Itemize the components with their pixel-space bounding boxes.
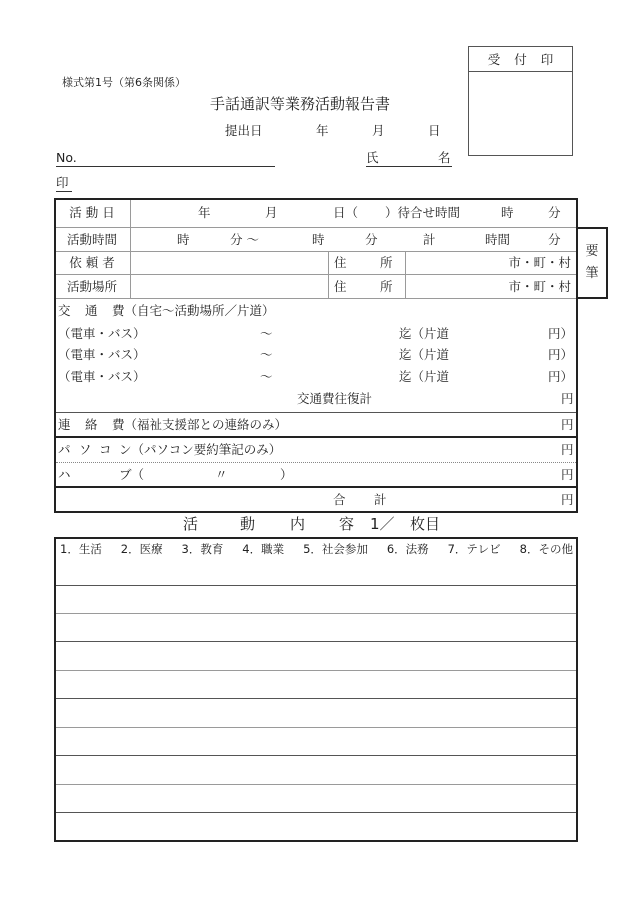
receipt-stamp-header (469, 47, 572, 72)
row-divider (56, 227, 576, 228)
content-heading-char: 内 (290, 515, 306, 533)
receipt-char: 受 (487, 52, 501, 67)
wait-time-hour[interactable]: 時 (501, 205, 514, 220)
name-label-char-2: 名 (438, 150, 451, 165)
transport-fare-yen[interactable]: 円） (547, 326, 573, 341)
requester-label: 依 頼 者 (69, 255, 115, 270)
grand-total-char-2: 計 (374, 492, 387, 507)
total-time-label: 計 (423, 232, 436, 247)
column-divider (130, 200, 131, 298)
category-item[interactable]: 4．職業 (242, 542, 285, 556)
document-title: 手話通訳等業務活動報告書 (210, 95, 391, 113)
number-field[interactable] (56, 166, 275, 167)
activity-location-field[interactable] (132, 276, 326, 296)
transport-heading-char-1: 交 (58, 303, 71, 318)
content-line[interactable] (56, 784, 576, 785)
contact-fee-char-2: 絡 (85, 417, 98, 432)
activity-date-year[interactable]: 年 (198, 205, 211, 220)
category-item[interactable]: 3．教育 (181, 542, 224, 556)
row-divider (56, 412, 576, 413)
hub-fee-ditto: 〃 (215, 467, 228, 482)
summary-writing-char-2: 筆 (585, 266, 599, 281)
summary-writing-box (576, 227, 608, 299)
transport-range: ～ (260, 369, 273, 384)
contact-fee-yen[interactable]: 円 (561, 417, 574, 432)
requester-address-char-1: 住 (334, 255, 347, 270)
name-field[interactable] (366, 166, 452, 167)
transport-until: 迄（片道 (399, 369, 450, 384)
grand-total-char-1: 合 (333, 492, 346, 507)
submission-year-unit: 年 (316, 123, 329, 138)
total-minutes[interactable]: 分 (548, 232, 561, 247)
category-list (60, 542, 573, 556)
page-count-label: 枚目 (410, 515, 441, 533)
content-line[interactable] (56, 585, 576, 586)
pc-fee-rest: ン（パソコン要約筆記のみ） (119, 442, 282, 457)
pc-fee-yen[interactable]: 円 (561, 442, 574, 457)
receipt-stamp-box (468, 46, 573, 156)
summary-writing-char-1: 要 (585, 244, 599, 259)
number-label: No. (56, 150, 77, 165)
end-minute[interactable]: 分 (365, 232, 378, 247)
content-heading-char: 活 (183, 515, 199, 533)
content-line[interactable] (56, 613, 576, 614)
submission-date-label: 提出日 (225, 123, 263, 138)
category-item[interactable]: 1．生活 (60, 542, 102, 556)
content-heading-char: 動 (240, 515, 256, 533)
hub-fee-char-2: ブ（ (119, 467, 145, 482)
transport-until: 迄（片道 (399, 347, 450, 362)
row-divider (56, 486, 576, 488)
submission-day-unit: 日 (428, 123, 441, 138)
column-divider (405, 251, 406, 298)
form-number: 様式第1号（第6条関係） (62, 76, 186, 89)
activity-date-month[interactable]: 月 (265, 205, 278, 220)
category-item[interactable]: 7．テレビ (447, 542, 501, 556)
transport-round-trip-total-label: 交通費往復計 (297, 391, 373, 406)
seal-label: 印 (56, 175, 69, 190)
grand-total-yen[interactable]: 円 (561, 492, 574, 507)
start-hour[interactable]: 時 (177, 232, 190, 247)
category-item[interactable]: 6．法務 (386, 542, 429, 556)
activity-date-day[interactable]: 日（ (333, 205, 359, 220)
pc-fee-char-1: パ (58, 442, 71, 457)
transport-heading-rest: 費（自宅～活動場所／片道） (112, 303, 275, 318)
transport-range: ～ (260, 347, 273, 362)
contact-fee-char-1: 連 (58, 417, 71, 432)
page-number: 1／ (370, 515, 395, 533)
content-line[interactable] (56, 812, 576, 813)
transport-round-trip-total-yen[interactable]: 円 (561, 391, 574, 406)
activity-date-label: 活 動 日 (69, 205, 115, 220)
location-address-char-2: 所 (380, 279, 393, 294)
wait-time-label: ）待合せ時間 (385, 205, 461, 220)
content-heading-char: 容 (339, 515, 355, 533)
receipt-stamp-area[interactable] (469, 72, 572, 155)
pc-fee-char-2: ソ (79, 442, 92, 457)
category-item[interactable]: 5．社会参加 (303, 542, 368, 556)
content-line[interactable] (56, 641, 576, 642)
location-municipality[interactable]: 市・町・村 (508, 279, 571, 294)
seal-underline (56, 191, 72, 192)
requester-address-char-2: 所 (380, 255, 393, 270)
hub-fee-close: ） (280, 467, 293, 482)
activity-time-label: 活動時間 (66, 232, 117, 247)
contact-fee-rest: 費（福祉支援部との連絡のみ） (112, 417, 288, 432)
transport-fare-yen[interactable]: 円） (547, 369, 573, 384)
hub-fee-char-1: ハ (58, 467, 71, 482)
submission-month-unit: 月 (372, 123, 385, 138)
location-address-char-1: 住 (334, 279, 347, 294)
pc-fee-char-3: コ (99, 442, 112, 457)
activity-content-box (54, 537, 578, 842)
hub-fee-yen[interactable]: 円 (561, 467, 574, 482)
activity-location-label: 活動場所 (66, 279, 117, 294)
requester-field[interactable] (132, 252, 326, 272)
content-line[interactable] (56, 670, 576, 671)
transport-mode: （電車・バス） (58, 347, 146, 362)
category-item[interactable]: 2．医療 (120, 542, 163, 556)
row-divider (56, 298, 576, 299)
content-line[interactable] (56, 755, 576, 756)
row-divider (56, 274, 576, 275)
transport-heading-char-2: 通 (85, 303, 98, 318)
transport-range: ～ (260, 326, 273, 341)
content-line[interactable] (56, 727, 576, 728)
end-hour[interactable]: 時 (312, 232, 325, 247)
start-minute[interactable]: 分 ～ (230, 232, 259, 247)
category-item[interactable]: 8．その他 (519, 542, 573, 556)
transport-mode: （電車・バス） (58, 369, 146, 384)
receipt-char: 付 (514, 52, 527, 67)
requester-municipality[interactable]: 市・町・村 (508, 255, 571, 270)
transport-until: 迄（片道 (399, 326, 450, 341)
content-line[interactable] (56, 698, 576, 699)
row-divider (56, 436, 576, 438)
transport-fare-yen[interactable]: 円） (547, 347, 573, 362)
transport-mode: （電車・バス） (58, 326, 146, 341)
row-divider (56, 462, 576, 463)
total-hours[interactable]: 時間 (485, 232, 511, 247)
wait-time-minute[interactable]: 分 (548, 205, 561, 220)
receipt-char: 印 (540, 52, 554, 67)
name-label-char-1: 氏 (366, 150, 379, 165)
column-divider (328, 251, 329, 298)
